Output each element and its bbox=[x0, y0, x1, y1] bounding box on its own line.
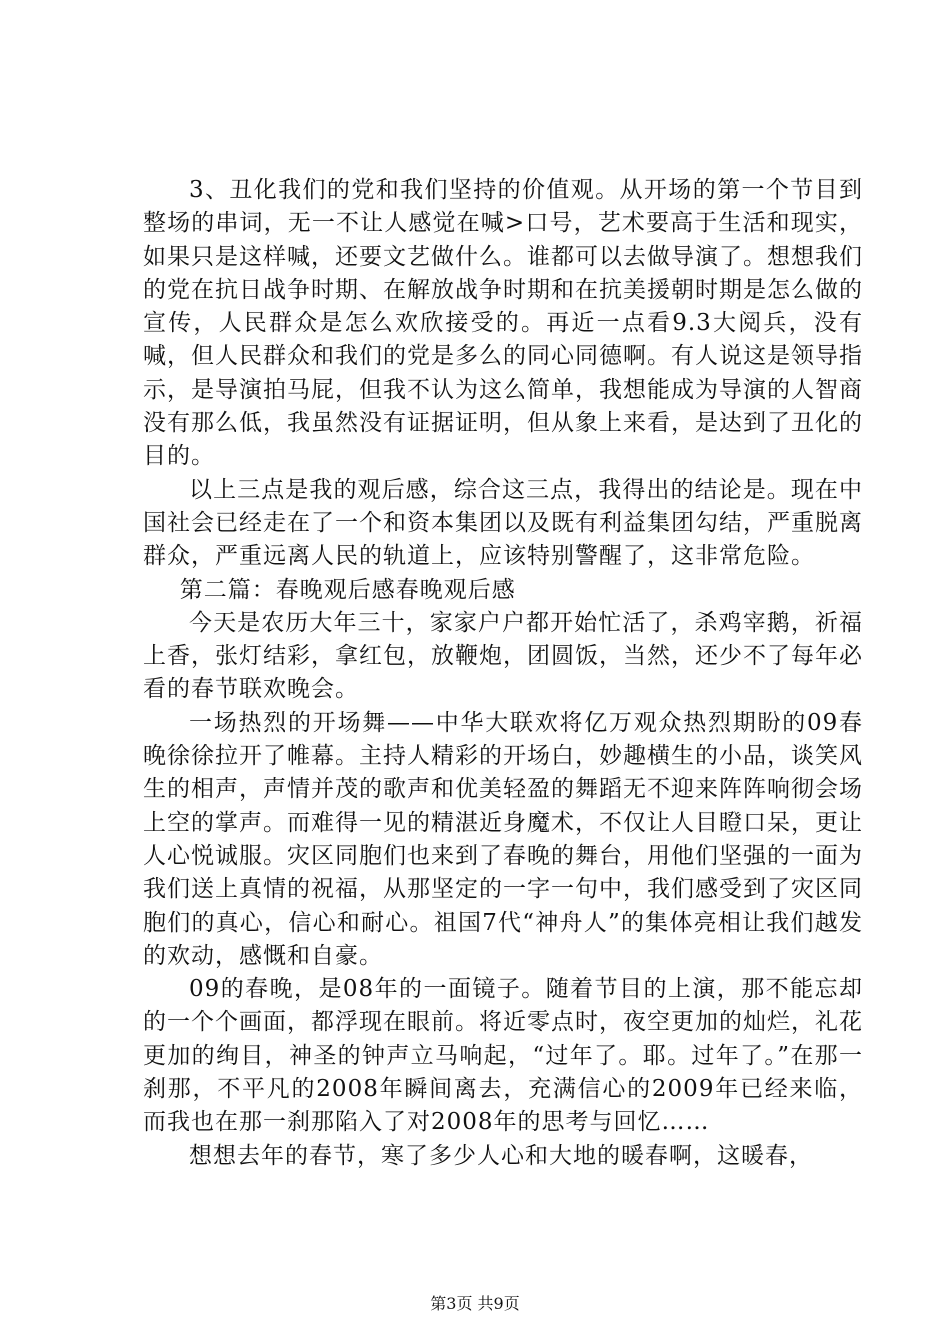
page-footer: 第3页 共9页 bbox=[430, 1294, 520, 1313]
paragraph-6: 想想去年的春节，寒了多少人心和大地的暖春啊，这暖春， bbox=[189, 1142, 813, 1169]
paragraph-1: 3、丑化我们的党和我们坚持的价值观。从开场的第一个节目到整场的串词，无一不让人感觉在喊>口号，艺术要高于生活和现实，如果只是这样喊，还要文艺做什么。谁都可以去做导演了。想想我们的党在抗日战争时期、在解放战争时期和在抗美援朝时期是怎么做的宣传，人民群众是怎么欢欣接受的。再近一点看9.3大阅兵，没有喊，但人民群众和我们的党是多么的同心同德啊。有人说这是领导指示，是导演拍马屁，但我不认为这么简单，我想能成为导演的人智商没有那么低，我虽然没有证据证明，但从象上来看，是达到了丑化的目的。 bbox=[143, 177, 863, 470]
section-heading: 第二篇：春晚观后感春晚观后感 bbox=[179, 576, 516, 603]
document-body bbox=[143, 174, 863, 1173]
paragraph-3: 今天是农历大年三十，家家户户都开始忙活了，杀鸡宰鹅，祈福上香，张灯结彩，拿红包，放鞭炮，团圆饭，当然，还少不了每年必看的春节联欢晚会。 bbox=[143, 609, 863, 703]
paragraph-5: 09的春晚，是08年的一面镜子。随着节目的上演，那不能忘却的一个个画面，都浮现在眼前。将近零点时，夜空更加的灿烂，礼花更加的绚目，神圣的钟声立马响起，“过年了。耶。过年了。”在那一刹那，不平凡的2008年瞬间离去，充满信心的2009年已经来临，而我也在那一刹那陷入了对2008年的思考与回忆…… bbox=[143, 976, 863, 1136]
paragraph-2: 以上三点是我的观后感，综合这三点，我得出的结论是。现在中国社会已经走在了一个和资本集团以及既有利益集团勾结，严重脱离群众，严重远离人民的轨道上，应该特别警醒了，这非常危险。 bbox=[143, 476, 863, 570]
paragraph-4: 一场热烈的开场舞——中华大联欢将亿万观众热烈期盼的09春晚徐徐拉开了帷幕。主持人精彩的开场白，妙趣横生的小品，谈笑风生的相声，声情并茂的歌声和优美轻盈的舞蹈无不迎来阵阵响彻会场上空的掌声。而难得一见的精湛近身魔术，不仅让人目瞪口呆，更让人心悦诚服。灾区同胞们也来到了春晚的舞台，用他们坚强的一面为我们送上真情的祝福，从那坚定的一字一句中，我们感受到了灾区同胞们的真心，信心和耐心。祖国7代“神舟人”的集体亮相让我们越发的欢动，感慨和自豪。 bbox=[143, 709, 863, 969]
